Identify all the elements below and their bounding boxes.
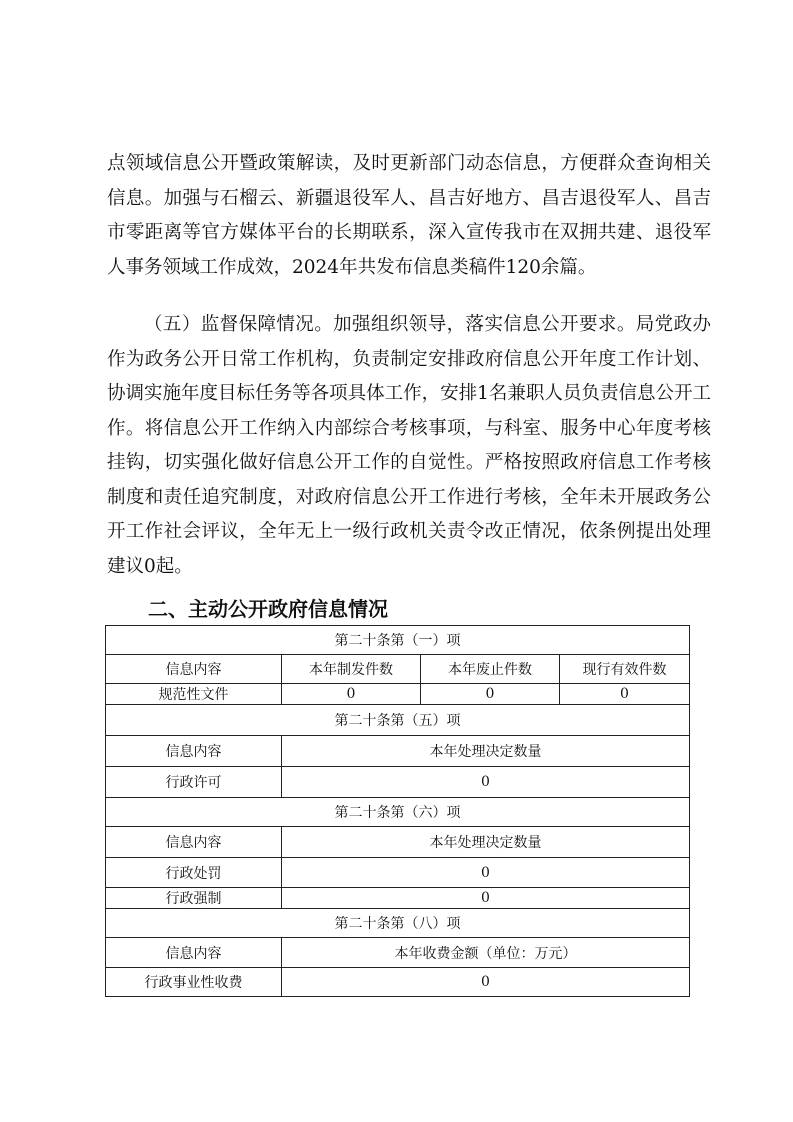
row-label-admin-penalty: 行政处罚 <box>106 858 282 888</box>
article-title-8: 第二十条第（八）项 <box>106 909 690 938</box>
paragraph-info-release-continuation: 点领域信息公开暨政策解读，及时更新部门动态信息，方便群众查询相关信息。加强与石榴云、新疆退役军人、昌吉好地方、昌吉退役军人、昌吉市零距离等官方媒体平台的长期联系，深入宣传我市在双拥共建、退役军人事务领域工作成效，2024年共发布信息类稿件120余篇。 <box>107 153 711 278</box>
cell-admin-license-value: 0 <box>282 767 690 798</box>
table-section-title-row <box>106 798 690 827</box>
table-row <box>106 767 690 798</box>
header-abolished-count: 本年废止件数 <box>421 655 560 684</box>
table-row <box>106 968 690 997</box>
row-label-normative-docs: 规范性文件 <box>106 684 282 705</box>
cell-issued-value: 0 <box>282 684 421 705</box>
row-label-admin-fees: 行政事业性收费 <box>106 968 282 997</box>
article-title-6: 第二十条第（六）项 <box>106 798 690 827</box>
header-valid-count: 现行有效件数 <box>560 655 690 684</box>
table-header-row <box>106 938 690 968</box>
table-row <box>106 888 690 909</box>
table-row <box>106 858 690 888</box>
cell-valid-value: 0 <box>560 684 690 705</box>
paragraph-supervision-guarantee: （五）监督保障情况。加强组织领导，落实信息公开要求。局党政办作为政务公开日常工作机构，负责制定安排政府信息公开年度工作计划、协调实施年度目标任务等各项具体工作，安排1名兼职人员负责信息公开工作。将信息公开工作纳入内部综合考核事项，与科室、服务中心年度考核挂钩，切实强化做好信息公开工作的自觉性。严格按照政府信息工作考核制度和责任追究制度，对政府信息公开工作进行考核，全年未开展政务公开工作社会评议，全年无上一级行政机关责令改正情况，依条例提出处理建议0起。 <box>107 314 711 577</box>
header-info-content: 信息内容 <box>106 655 282 684</box>
table-row <box>106 684 690 705</box>
header-issued-count: 本年制发件数 <box>282 655 421 684</box>
header-decision-count: 本年处理决定数量 <box>282 736 690 767</box>
cell-admin-enforcement-value: 0 <box>282 888 690 909</box>
article-title-5: 第二十条第（五）项 <box>106 705 690 736</box>
table-header-row <box>106 736 690 767</box>
table-section-title-row <box>106 705 690 736</box>
header-info-content: 信息内容 <box>106 827 282 858</box>
header-decision-count: 本年处理决定数量 <box>282 827 690 858</box>
table-header-row <box>106 655 690 684</box>
row-label-admin-enforcement: 行政强制 <box>106 888 282 909</box>
section-heading: 二、主动公开政府信息情况 <box>148 597 388 621</box>
table-section-title-row <box>106 909 690 938</box>
header-info-content: 信息内容 <box>106 938 282 968</box>
header-info-content: 信息内容 <box>106 736 282 767</box>
article-title-1: 第二十条第（一）项 <box>106 626 690 655</box>
row-label-admin-license: 行政许可 <box>106 767 282 798</box>
cell-admin-penalty-value: 0 <box>282 858 690 888</box>
proactive-disclosure-table <box>105 625 690 997</box>
table-header-row <box>106 827 690 858</box>
cell-admin-fees-value: 0 <box>282 968 690 997</box>
header-fee-amount: 本年收费金额（单位：万元） <box>282 938 690 968</box>
table-section-title-row <box>106 626 690 655</box>
cell-abolished-value: 0 <box>421 684 560 705</box>
